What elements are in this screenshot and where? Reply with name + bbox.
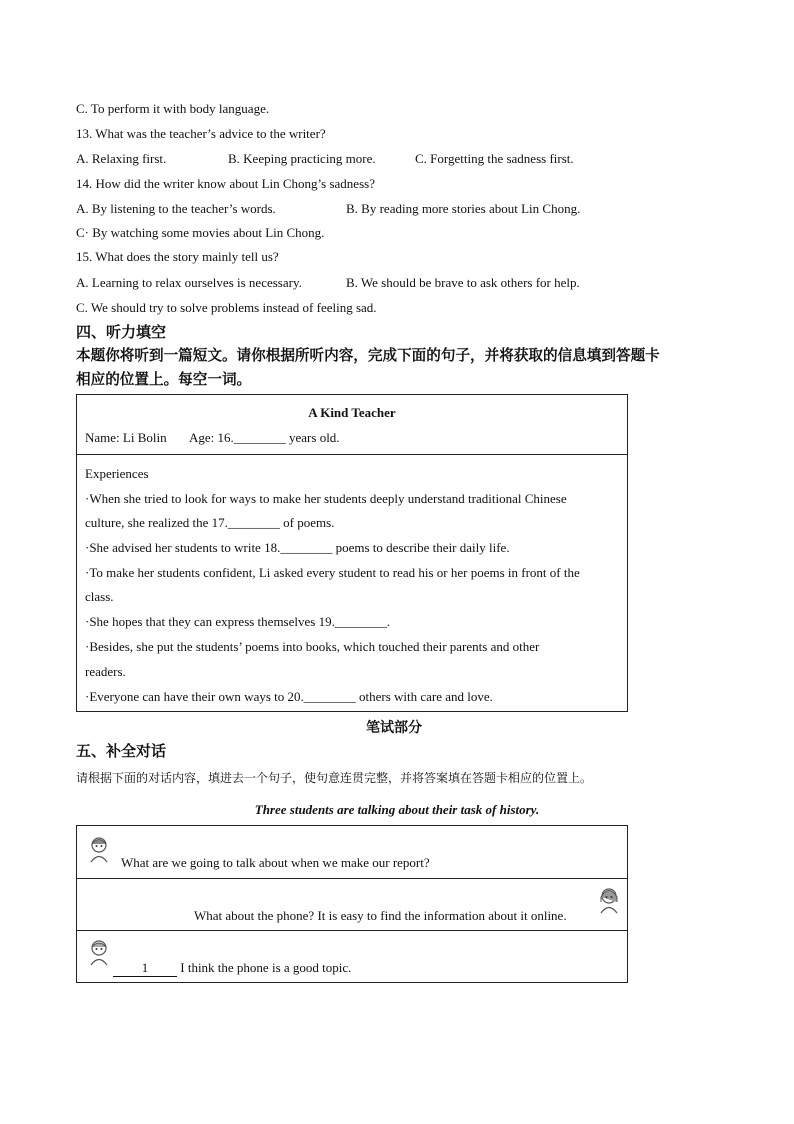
section-5-instruction: 请根据下面的对话内容，填进去一个句子，使句意连贯完整，并将答案填在答题卡相应的位置上。 [76, 771, 593, 785]
written-part-heading: 笔试部分 [366, 720, 422, 736]
dialog-line-3 [113, 960, 351, 977]
section-4-heading: 四、听力填空 [76, 323, 167, 341]
q13-option-a: A. Relaxing first. [76, 151, 167, 166]
experience-5-line2: readers. [85, 664, 126, 679]
q14-option-b: B. By reading more stories about Lin Chong. [346, 201, 581, 216]
option-c-body-language: C. To perform it with body language. [76, 101, 270, 116]
experience-3-line2: class. [85, 589, 114, 604]
q14-option-a: A. By listening to the teacher’s words. [76, 201, 276, 216]
student-avatar-icon [597, 886, 621, 914]
q15-option-a: A. Learning to relax ourselves is necessary. [76, 275, 302, 290]
dialog-row-divider [77, 930, 627, 931]
experience-1-line1: ·When she tried to look for ways to make her students deeply understand traditional Chinese [85, 491, 567, 506]
experiences-label: Experiences [85, 466, 149, 481]
question-14: 14. How did the writer know about Lin Chong’s sadness? [76, 176, 375, 191]
q15-option-c: C. We should try to solve problems instead of feeling sad. [76, 300, 377, 315]
dialog-subtitle: Three students are talking about their task of history. [254, 802, 540, 817]
listening-info-table [76, 394, 628, 712]
dialog-line-3-text: I think the phone is a good topic. [177, 960, 352, 975]
table-divider [77, 454, 627, 455]
dialog-row-divider [77, 878, 627, 879]
dialog-table [76, 825, 628, 983]
q14-option-c: C· By watching some movies about Lin Chong. [76, 225, 325, 240]
question-15: 15. What does the story mainly tell us? [76, 249, 279, 264]
section-5-heading: 五、补全对话 [76, 742, 167, 760]
experience-4: ·She hopes that they can express themselves 19.________. [85, 614, 391, 629]
student-avatar-icon [87, 835, 111, 863]
experience-6: ·Everyone can have their own ways to 20.________ others with care and love. [85, 689, 493, 704]
experience-5-line1: ·Besides, she put the students’ poems into books, which touched their parents and other [85, 639, 540, 654]
dialog-line-1: What are we going to talk about when we make our report? [121, 855, 430, 870]
q15-option-b: B. We should be brave to ask others for help. [346, 275, 580, 290]
age-blank: Age: 16.________ years old. [189, 430, 340, 445]
experience-3-line1: ·To make her students confident, Li asked every student to read his or her poems in front of the [85, 565, 580, 580]
q13-option-c: C. Forgetting the sadness first. [415, 151, 574, 166]
experience-2: ·She advised her students to write 18.________ poems to describe their daily life. [85, 540, 510, 555]
section-4-instruction-line2: 相应的位置上。每空一词。 [76, 371, 252, 388]
dialog-line-2: What about the phone? It is easy to find the information about it online. [194, 908, 567, 923]
table-title: A Kind Teacher [308, 405, 396, 420]
experience-1-line2: culture, she realized the 17.________ of poems. [85, 515, 335, 530]
question-13: 13. What was the teacher’s advice to the writer? [76, 126, 326, 141]
answer-blank-1[interactable]: 1 [113, 960, 177, 977]
section-4-instruction-line1: 本题你将听到一篇短文。请你根据所听内容，完成下面的句子，并将获取的信息填到答题卡 [76, 347, 660, 364]
q13-option-b: B. Keeping practicing more. [228, 151, 376, 166]
student-avatar-icon [87, 938, 111, 966]
name-field: Name: Li Bolin [85, 430, 167, 445]
